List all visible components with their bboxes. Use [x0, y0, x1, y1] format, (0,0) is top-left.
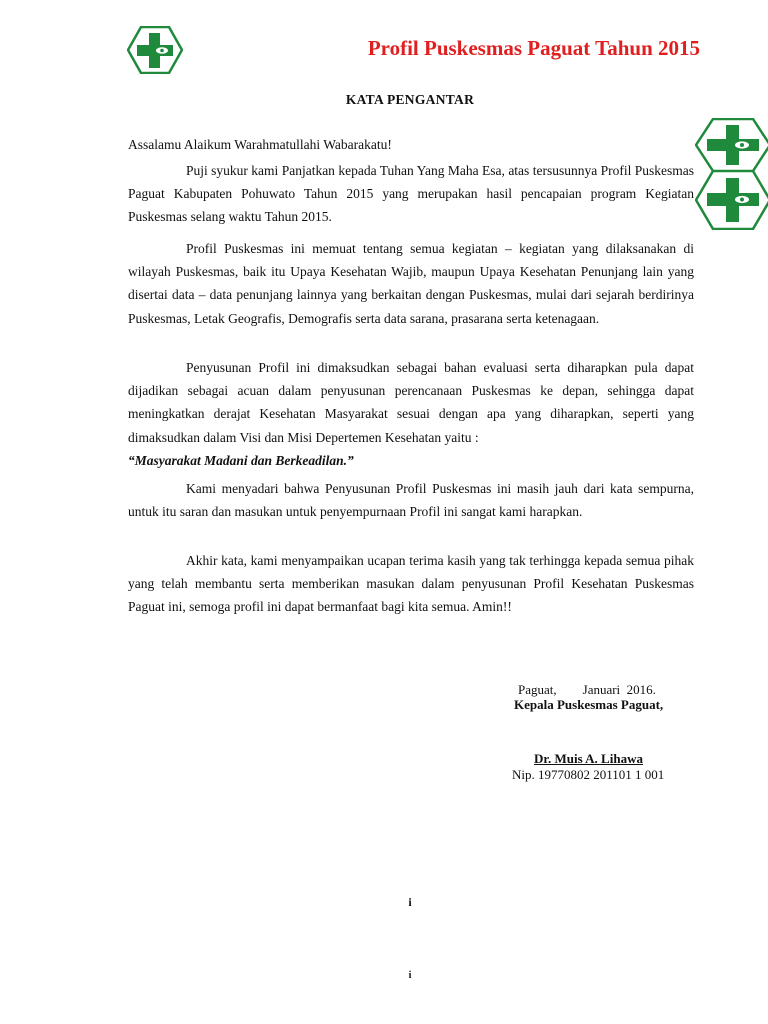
puskesmas-logo-icon	[695, 118, 768, 172]
paragraph-2-block	[128, 237, 694, 330]
puskesmas-logo-icon	[127, 26, 183, 74]
section-heading: KATA PENGANTAR	[345, 92, 475, 107]
page-number-footer: i	[408, 970, 412, 981]
page-title: Profil Puskesmas Paguat Tahun 2015	[367, 36, 700, 60]
paragraph: Profil Puskesmas ini memuat tentang semua kegiatan – kegiatan yang dilaksanakan di wilayah Puskesmas, baik itu Upaya Kesehatan Wajib, maupun Upaya Kesehatan Penunjang lain yang disertai data – data penunjang lainnya yang berkaitan dengan Puskesmas, mulai dari sejarah berdirinya Puskesmas, Letak Geografis, Demografis serta data sarana, prasarana serta ketenagaan.	[128, 241, 694, 326]
paragraph: Akhir kata, kami menyampaikan ucapan terima kasih yang tak terhingga kepada semua pihak yang telah membantu serta memberikan masukan dalam penyusunan Profil Kesehatan Puskesmas Paguat ini, semoga profil ini dapat bermanfaat bagi kita semua. Amin!!	[128, 553, 694, 615]
paragraph: Puji syukur kami Panjatkan kepada Tuhan Yang Maha Esa, atas tersusunnya Profil Puskesmas Paguat Kabupaten Pohuwato Tahun 2015 yang merupakan hasil pencapaian program Kegiatan Puskesmas selang waktu Tahun 2015.	[128, 163, 694, 225]
paragraph-1-block	[128, 159, 694, 229]
signature-position: Kepala Puskesmas Paguat,	[514, 697, 664, 712]
signature-place-date: Paguat, Januari 2016.	[518, 682, 656, 697]
signature-nip: Nip. 19770802 201101 1 001	[512, 767, 665, 782]
paragraph-5-block	[128, 549, 694, 619]
greeting: Assalamu Alaikum Warahmatullahi Wabarakatu!	[128, 137, 392, 152]
paragraph-4-block	[128, 477, 694, 523]
page-number: i	[408, 895, 412, 909]
paragraph: Penyusunan Profil ini dimaksudkan sebagai bahan evaluasi serta diharapkan pula dapat dijadikan sebagai acuan dalam penyusunan perencanaan Puskesmas ke depan, sehingga dapat meningkatkan derajat Kesehatan Masyarakat sesuai dengan apa yang diharapkan, seperti yang dimaksudkan dalam Visi dan Misi Depertemen Kesehatan yaitu :	[128, 360, 694, 445]
paragraph-3-block	[128, 356, 694, 472]
signature-name: Dr. Muis A. Lihawa	[534, 751, 643, 766]
puskesmas-logo-icon	[695, 170, 768, 230]
paragraph: Kami menyadari bahwa Penyusunan Profil Puskesmas ini masih jauh dari kata sempurna, untuk itu saran dan masukan untuk penyempurnaan Profil ini sangat kami harapkan.	[128, 481, 694, 520]
motto: “Masyarakat Madani dan Berkeadilan.”	[128, 452, 354, 468]
